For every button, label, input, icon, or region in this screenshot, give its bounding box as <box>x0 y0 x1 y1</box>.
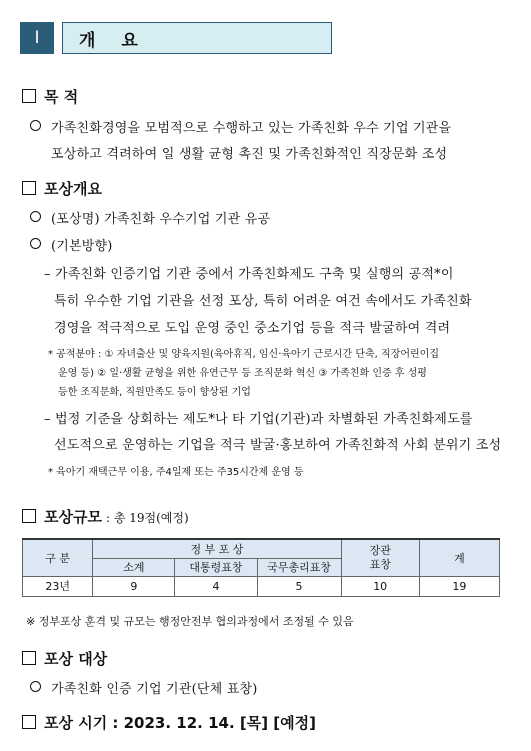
table-cell-prime-minister: 5 <box>257 576 341 596</box>
direction-dash-2-line-2: 선도적으로 운영하는 기업을 적극 발굴·홍보하여 가족친화적 사회 분위기 조성 <box>54 438 502 453</box>
award-target-text: 가족친화 인증 기업 기관(단체 표창) <box>51 682 258 697</box>
purpose-line-2: 포상하고 격려하여 일 생활 균형 촉진 및 가족친화적인 직장문화 조성 <box>51 147 448 162</box>
award-name-item <box>30 208 270 227</box>
merit-note-line-3: 등한 조직문화, 직원만족도 등이 향상된 기업 <box>58 387 251 398</box>
award-overview-heading <box>22 178 102 199</box>
bullet-circle-icon <box>30 238 41 249</box>
award-date-heading <box>22 712 316 733</box>
table-cell-president: 4 <box>175 576 257 596</box>
award-target-heading-text: 포상 대상 <box>44 650 108 668</box>
merit-note-line-1: * 공적분야 : ① 자녀출산 및 양육지원(육아휴직, 임신·육아기 근로시간 단축, 직장어린이집 <box>48 349 439 360</box>
merit-note-line-2: 운영 등) ② 일·생활 균형을 위한 유연근무 등 조직문화 혁신 ③ 가족친화 인증 후 성평 <box>58 368 427 379</box>
table-header-category: 구 분 <box>23 539 93 576</box>
direction-dash-1-line-1: – 가족친화 인증기업 기관 중에서 가족친화제도 구축 및 실행의 공적*이 <box>44 267 454 282</box>
checkbox-square-icon <box>22 509 36 523</box>
checkbox-square-icon <box>22 181 36 195</box>
award-scale-heading <box>22 506 189 527</box>
table-cell-total: 19 <box>419 576 499 596</box>
table-cell-year: 23년 <box>23 576 93 596</box>
table-cell-minister: 10 <box>341 576 419 596</box>
award-target-heading <box>22 648 107 669</box>
table-cell-subtotal: 9 <box>93 576 175 596</box>
section-number-badge: I <box>20 22 54 54</box>
award-scale-heading-text: 포상규모 <box>44 508 102 526</box>
direction-dash-1-line-2: 특히 우수한 기업 기관을 선정 포상, 특히 어려운 여건 속에서도 가족친화 <box>54 294 472 309</box>
award-overview-heading-text: 포상개요 <box>44 180 102 198</box>
direction-dash-2-line-1: – 법정 기준을 상회하는 제도*나 타 기업(기관)과 차별화된 가족친화제도를 <box>44 412 473 427</box>
award-name-text: (포상명) 가족친화 우수기업 기관 유공 <box>51 212 271 227</box>
purpose-text-1: 가족친화경영을 모범적으로 수행하고 있는 가족친화 우수 기업 기관을 <box>51 121 452 136</box>
checkbox-square-icon <box>22 89 36 103</box>
award-target-item <box>30 678 258 697</box>
basic-direction-text: (기본방향) <box>51 239 113 254</box>
award-date-heading-text: 포상 시기 : 2023. 12. 14. [목] [예정] <box>44 714 316 732</box>
purpose-line-1 <box>30 117 451 136</box>
system-note: * 육아기 재택근무 이용, 주4일제 또는 주35시간제 운영 등 <box>48 467 304 478</box>
table-row <box>23 576 500 596</box>
award-scale-table <box>22 538 500 597</box>
checkbox-square-icon <box>22 651 36 665</box>
purpose-heading <box>22 86 78 107</box>
table-subheader-president: 대통령표창 <box>175 558 257 576</box>
section-title: 개 요 <box>62 22 332 54</box>
table-subheader-subtotal: 소계 <box>93 558 175 576</box>
table-header-total: 계 <box>419 539 499 576</box>
table-header-minister-award: 장관 표창 <box>341 539 419 576</box>
bullet-circle-icon <box>30 681 41 692</box>
bullet-circle-icon <box>30 120 41 131</box>
direction-dash-1-line-3: 경영을 적극적으로 도입 운영 중인 중소기업 등을 적극 발굴하여 격려 <box>54 321 451 336</box>
table-subheader-prime-minister: 국무총리표창 <box>257 558 341 576</box>
table-footnote: ※ 정부포상 훈격 및 규모는 행정안전부 협의과정에서 조정될 수 있음 <box>26 615 354 628</box>
award-scale-total: : 총 19점(예정) <box>105 511 189 525</box>
basic-direction-item <box>30 235 113 254</box>
table-header-gov-award: 정 부 포 상 <box>93 539 341 558</box>
purpose-heading-text: 목 적 <box>44 88 79 106</box>
bullet-circle-icon <box>30 211 41 222</box>
checkbox-square-icon <box>22 715 36 729</box>
